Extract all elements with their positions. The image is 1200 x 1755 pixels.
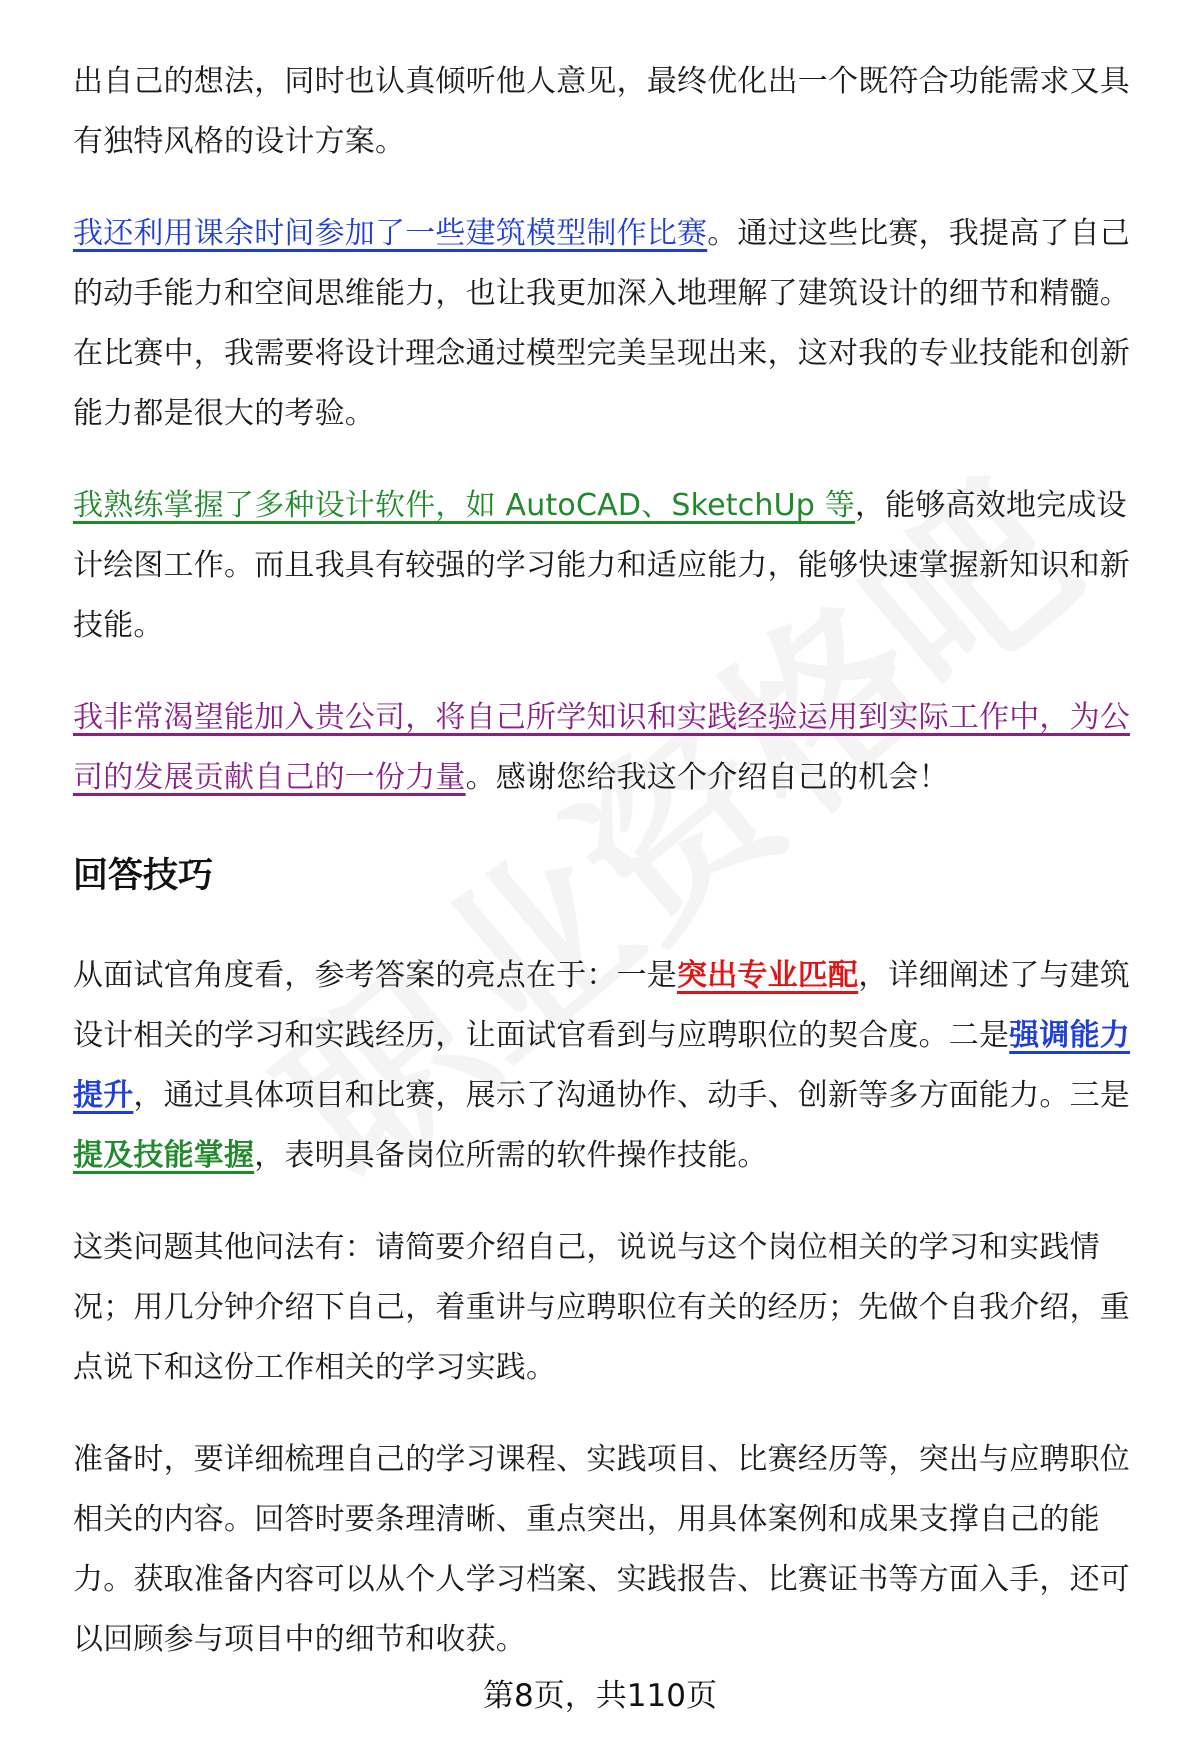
paragraph-text: 。感谢您给我这个介绍自己的机会！ — [465, 760, 949, 795]
paragraph-text: ，通过具体项目和比赛，展示了沟通协作、动手、创新等多方面能力。三是 — [133, 1078, 1131, 1113]
highlight-ability-improvement[interactable]: 强调能力提升 — [73, 1018, 1131, 1113]
paragraph-text: ，能够高效地完成设计绘图工作。而且我具有较强的学习能力和适应能力，能够快速掌握新知识和新技能。 — [73, 488, 1130, 643]
highlight-professional-match[interactable]: 突出专业匹配 — [677, 958, 859, 993]
section-title: 回答技巧 — [73, 856, 214, 896]
paragraph-text: 从面试官角度看，参考答案的亮点在于：一是 — [73, 958, 677, 993]
paragraph-text: 。通过这些比赛，我提高了自己的动手能力和空间思维能力，也让我更加深入地理解了建筑设计的细节和精髓。在比赛中，我需要将设计理念通过模型完美呈现出来，这对我的专业技能和创新能力都是很大的考验。 — [73, 216, 1131, 431]
paragraph-text: 这类问题其他问法有：请简要介绍自己，说说与这个岗位相关的学习和实践情况；用几分钟介绍下自己，着重讲与应聘职位有关的经历；先做个自我介绍，重点说下和这份工作相关的学习实践。 — [73, 1230, 1130, 1385]
paragraph-software-skills — [73, 476, 1147, 656]
paragraph-text: ，详细阐述了与建筑设计相关的学习和实践经历，让面试官看到与应聘职位的契合度。二是 — [73, 958, 1131, 1053]
paragraph-tips-alternatives — [73, 1218, 1147, 1398]
highlight-skill-mastery[interactable]: 提及技能掌握 — [73, 1138, 255, 1173]
paragraph-text: 准备时，要详细梳理自己的学习课程、实践项目、比赛经历等，突出与应聘职位相关的内容。回答时要条理清晰、重点突出，用具体案例和成果支撑自己的能力。获取准备内容可以从个人学习档案、实践报告、比赛证书等方面入手，还可以回顾参与项目中的细节和收获。 — [73, 1442, 1130, 1657]
highlight-link-closing[interactable]: 我非常渴望能加入贵公司，将自己所学知识和实践经验运用到实际工作中，为公司的发展贡献自己的一份力量 — [73, 700, 1130, 795]
page-number-footer: 第8页，共110页 — [483, 1678, 717, 1714]
page-content — [73, 52, 1147, 1702]
paragraph-text: 出自己的想法，同时也认真倾听他人意见，最终优化出一个既符合功能需求又具有独特风格的设计方案。 — [73, 64, 1130, 159]
paragraph-tips-highlights — [73, 946, 1147, 1186]
highlight-link-competition[interactable]: 我还利用课余时间参加了一些建筑模型制作比赛 — [73, 216, 708, 251]
paragraph-closing — [73, 688, 1147, 808]
highlight-link-software[interactable]: 我熟练掌握了多种设计软件，如 AutoCAD、SketchUp 等 — [73, 488, 855, 523]
paragraph-intro-continued — [73, 52, 1147, 172]
paragraph-model-competition — [73, 204, 1147, 444]
paragraph-tips-preparation — [73, 1430, 1147, 1670]
paragraph-text: ，表明具备岗位所需的软件操作技能。 — [254, 1138, 768, 1173]
